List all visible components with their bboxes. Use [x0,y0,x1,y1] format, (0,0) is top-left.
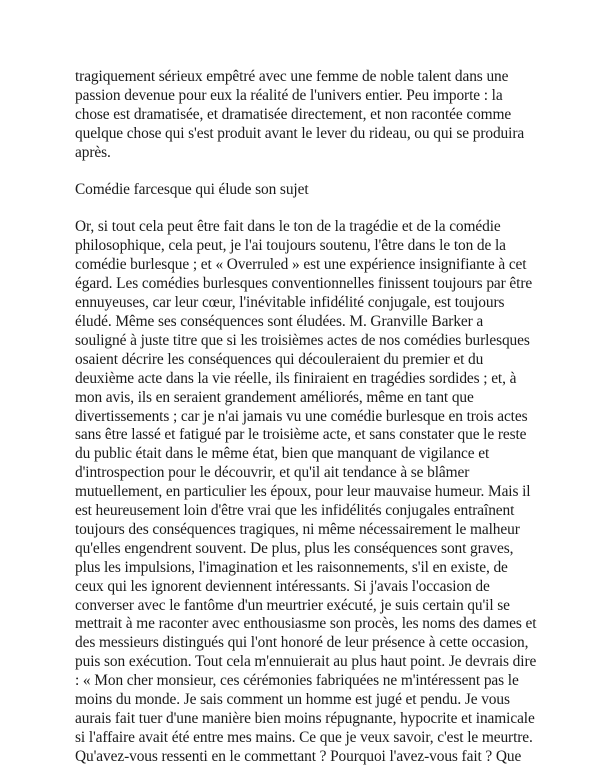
text-line: plus les impulsions, l'imagination et les raisonnements, s'il en existe, de [75,558,508,576]
text-line: du public était dans le même état, bien que manquant de vigilance et [75,445,490,463]
text-line: après. [75,143,111,161]
paragraph-2 [75,218,535,766]
text-line: puis son exécution. Tout cela m'ennuierait au plus haut point. Je devrais dire [75,653,537,671]
text-line: converser avec le fantôme d'un meurtrier exécuté, je suis certain qu'il se [75,596,510,614]
text-line: si l'affaire avait été entre mes mains. Ce que je veux savoir, c'est le meurtre. [75,728,533,746]
text-line: philosophique, cela peut, je l'ai toujours soutenu, l'être dans le ton de la [75,237,506,255]
text-line: deuxième acte dans la vie réelle, ils finiraient en tragédies sordides ; et, à [75,369,517,387]
text-line: chose est dramatisée, et dramatisée directement, et non racontée comme [75,105,512,123]
text-line: comédie burlesque ; et « Overruled » est une expérience insignifiante à cet [75,256,527,274]
text-line: osaient décrire les conséquences qui découleraient du premier et du [75,350,484,368]
text-line: qu'elles engendrent souvent. De plus, plus les conséquences sont graves, [75,539,514,557]
text-line: sans être lassé et fatigué par le troisième acte, et sans constater que le reste [75,426,527,444]
text-line: mettrait à me raconter avec enthousiasme son procès, les noms des dames et [75,615,537,633]
paragraph-1 [75,68,535,163]
text-line: : « Mon cher monsieur, ces cérémonies fabriquées ne m'intéressent pas le [75,672,519,690]
text-line: éludé. Même ses conséquences sont éludées. M. Granville Barker a [75,312,484,330]
section-heading: Comédie farcesque qui élude son sujet [75,180,309,198]
text-line: égard. Les comédies burlesques conventionnelles finissent toujours par être [75,275,533,293]
text-line: Qu'avez-vous ressenti en le commettant ? Pourquoi l'avez-vous fait ? Que [75,747,522,765]
text-line: souligné à juste titre que si les troisièmes actes de nos comédies burlesques [75,331,530,349]
text-line: divertissements ; car je n'ai jamais vu une comédie burlesque en trois actes [75,407,528,425]
text-line: aurais fait tuer d'une manière bien moins répugnante, hypocrite et inamicale [75,710,535,727]
text-line: mutuellement, en particulier les époux, pour leur mauvaise humeur. Mais il [75,483,531,501]
text-line: mon avis, ils en seraient grandement améliorés, même en tant que [75,388,474,406]
text-line: moins du monde. Je sais comment un homme est jugé et pendu. Je vous [75,691,510,709]
text-line: des messieurs distingués qui l'ont honoré de leur présence à cette occasion, [75,634,529,652]
text-line: est heureusement loin d'être vrai que les infidélités conjugales entraînent [75,502,515,520]
text-line: toujours des conséquences tragiques, ni même nécessairement le malheur [75,520,520,538]
document-page [75,68,535,767]
text-line: passion devenue pour eux la réalité de l'univers entier. Peu importe : la [75,86,503,104]
text-line: d'introspection pour le découvrir, et qu'il ait tendance à se blâmer [75,464,470,482]
text-line: tragiquement sérieux empêtré avec une femme de noble talent dans une [75,68,509,85]
text-line: ennuyeuses, car leur cœur, l'inévitable infidélité conjugale, est toujours [75,294,505,312]
text-line: Or, si tout cela peut être fait dans le ton de la tragédie et de la comédie [75,218,501,236]
text-line: quelque chose qui s'est produit avant le lever du rideau, ou qui se produira [75,124,525,142]
text-line: ceux qui les ignorent deviennent intéressants. Si j'avais l'occasion de [75,577,490,595]
